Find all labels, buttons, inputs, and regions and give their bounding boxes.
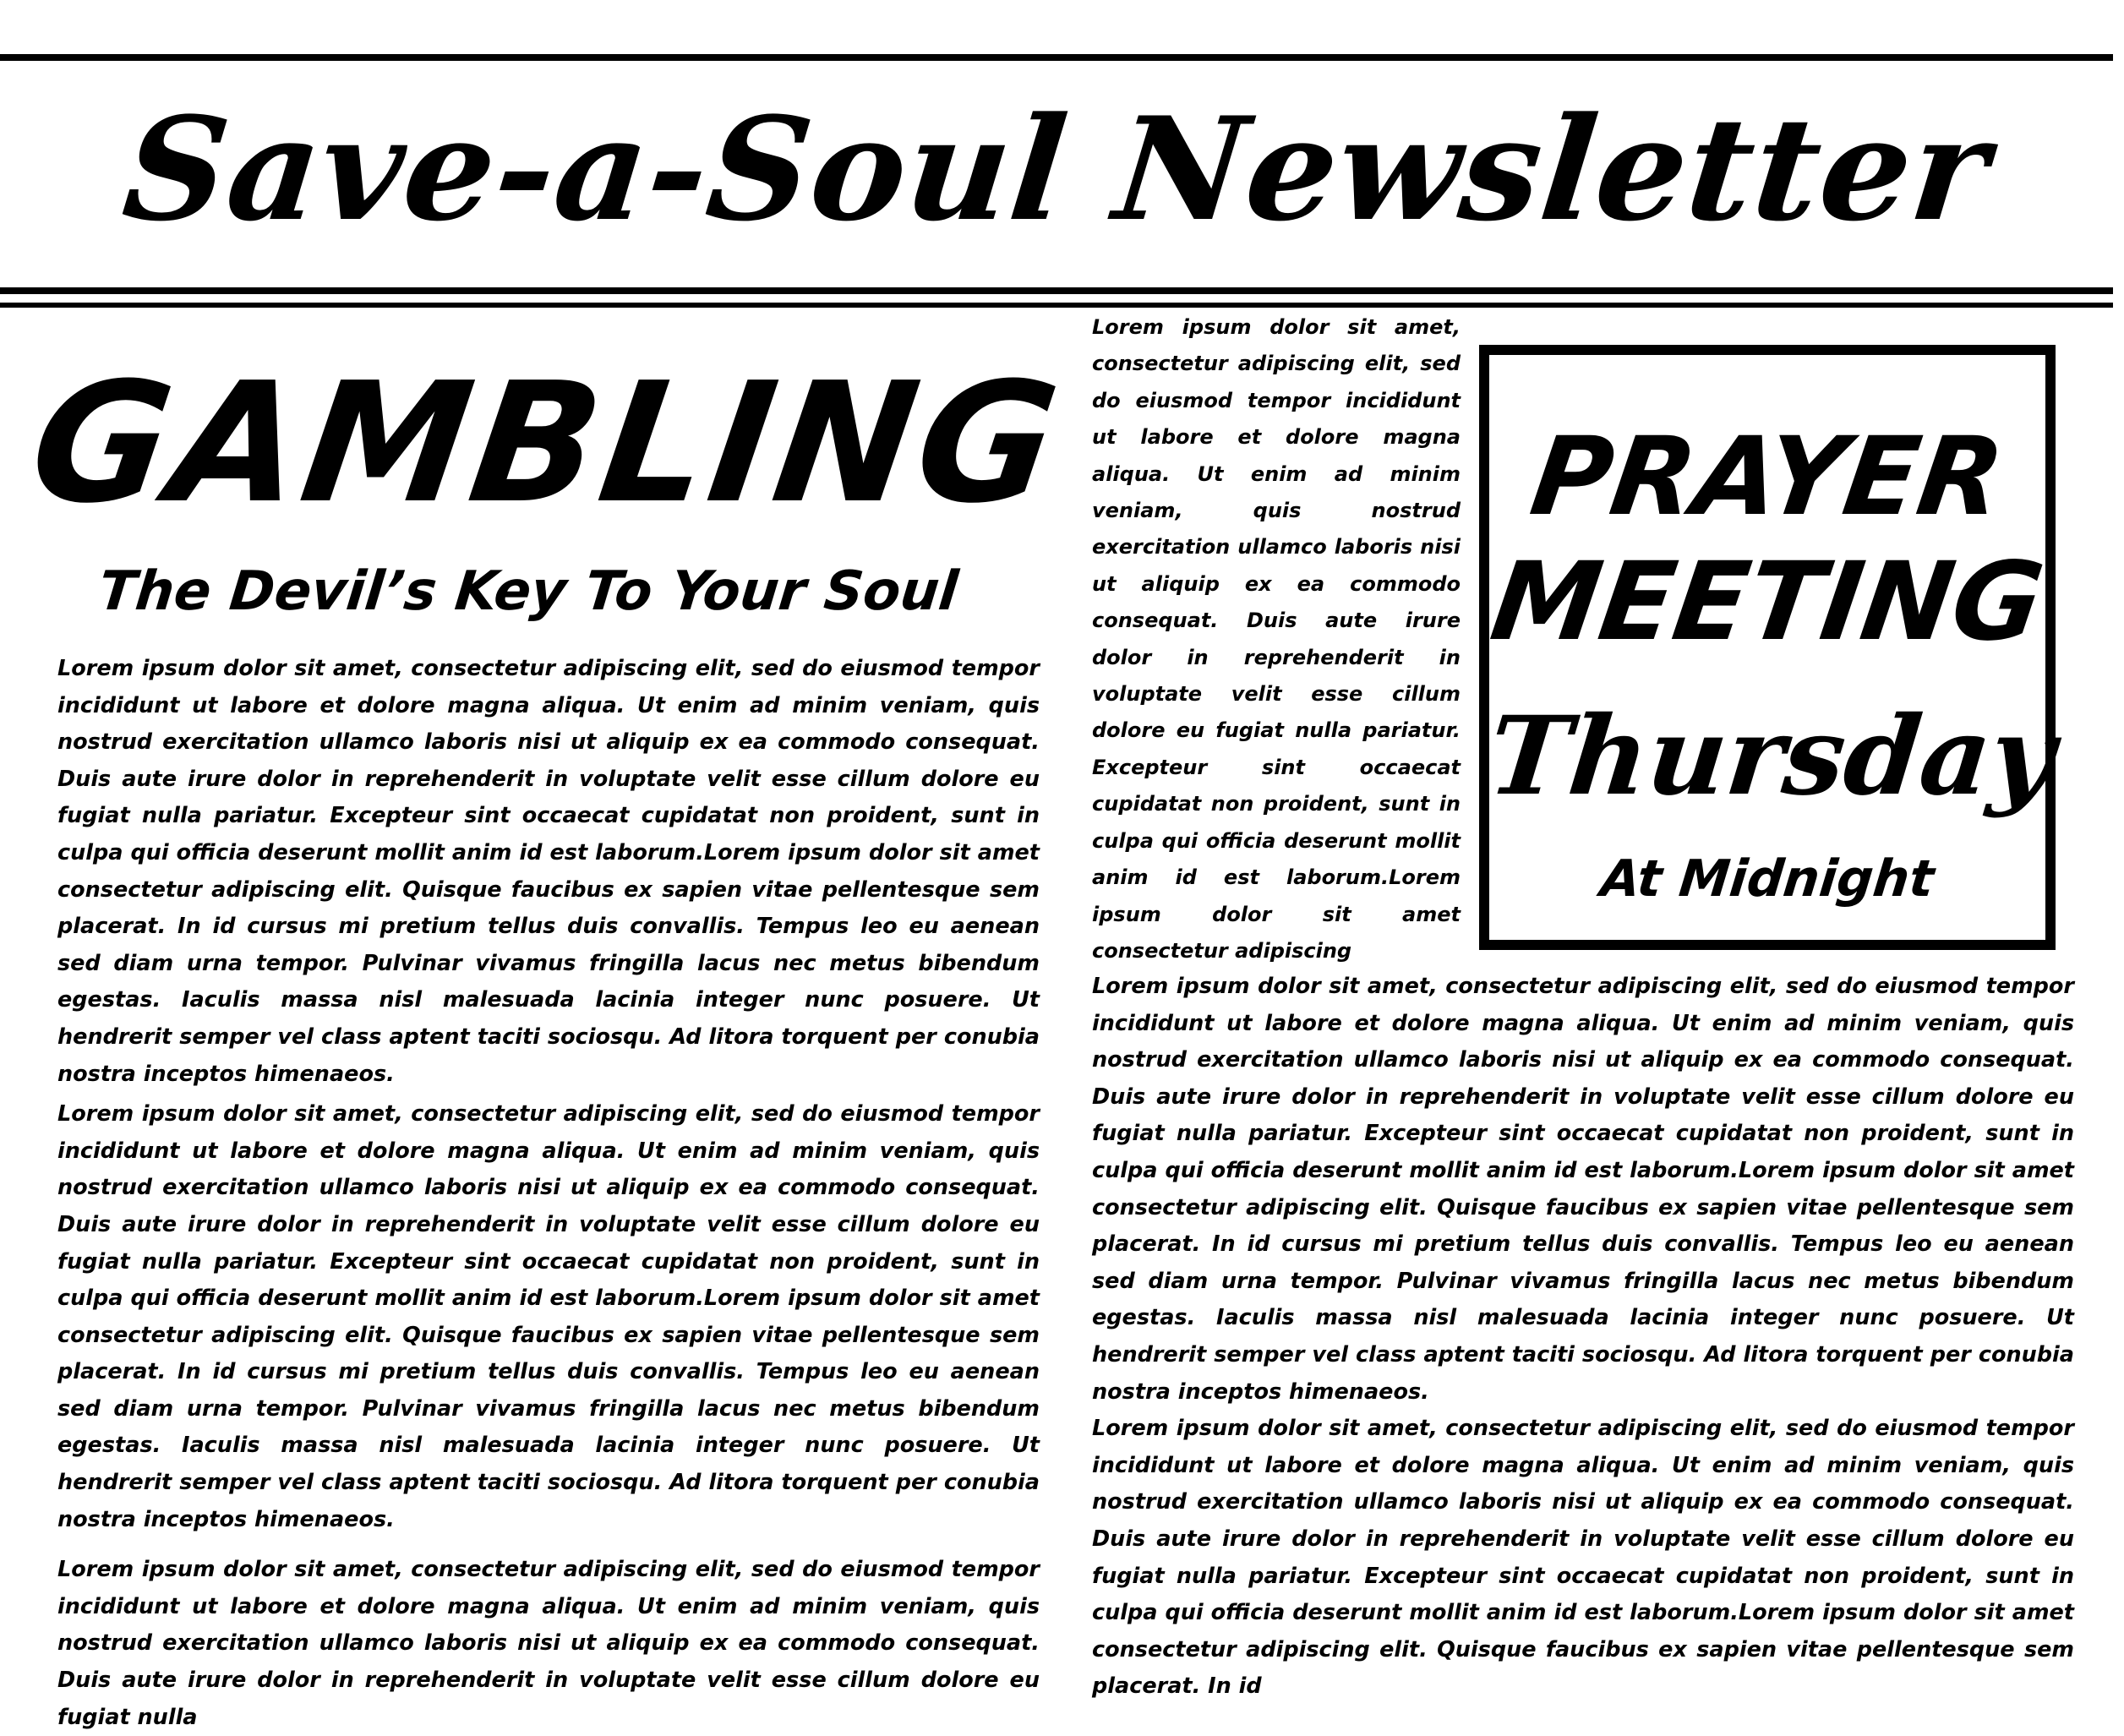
- side-column: [1092, 309, 1461, 967]
- masthead-top-rule: [0, 54, 2113, 61]
- lead-paragraph-3: Lorem ipsum dolor sit amet, consectetur adipiscing elit, sed do eiusmod tempor incididunt ut labore et dolore magna aliqua. Ut enim ad minim veniam, quis nostrud exercitation ullamco laboris nisi ut aliquip ex ea commodo consequat. Duis aute irure dolor in reprehenderit in voluptate velit esse cillum dolore eu fugiat nulla: [57, 1557, 1040, 1730]
- announcement-line-2: MEETING: [1483, 539, 2051, 665]
- masthead-bottom-rule-upper: [0, 287, 2113, 294]
- masthead-title: Save-a-Soul Newsletter: [116, 85, 1997, 253]
- lead-subhead: The Devil’s Key To Your Soul: [96, 560, 961, 623]
- right-paragraph-2: Lorem ipsum dolor sit amet, consectetur adipiscing elit, sed do eiusmod tempor incididunt ut labore et dolore magna aliqua. Ut enim ad minim veniam, quis nostrud exercitation ullamco laboris nisi ut aliquip ex ea commodo consequat. Duis aute irure dolor in reprehenderit in voluptate velit esse cillum dolore eu fugiat nulla pariatur. Excepteur sint occaecat cupidatat non proident, sunt in culpa qui officia deserunt mollit anim id est laborum.Lorem ipsum dolor sit amet consectetur adipiscing elit. Quisque faucibus ex sapien vitae pellentesque sem placerat. In id: [1092, 1416, 2074, 1700]
- right-paragraph-1: Lorem ipsum dolor sit amet, consectetur adipiscing elit, sed do eiusmod tempor incididunt ut labore et dolore magna aliqua. Ut enim ad minim veniam, quis nostrud exercitation ullamco laboris nisi ut aliquip ex ea commodo consequat. Duis aute irure dolor in reprehenderit in voluptate velit esse cillum dolore eu fugiat nulla pariatur. Excepteur sint occaecat cupidatat non proident, sunt in culpa qui officia deserunt mollit anim id est laborum.Lorem ipsum dolor sit amet consectetur adipiscing elit. Quisque faucibus ex sapien vitae pellentesque sem placerat. In id cursus mi pretium tellus duis convallis. Tempus leo eu aenean sed diam urna tempor. Pulvinar vivamus fringilla lacus nec metus bibendum egestas. Iaculis massa nisl malesuada lacinia integer nunc posuere. Ut hendrerit semper vel class aptent taciti sociosqu. Ad litora torquent per conubia nostra inceptos himenaeos.: [1092, 974, 2074, 1405]
- right-story-body: [1092, 969, 2074, 1700]
- announcement-day: Thursday: [1482, 693, 2061, 820]
- announcement-line-1: PRAYER: [1523, 414, 2012, 540]
- masthead-bottom-rule-lower: [0, 303, 2113, 308]
- announcement-time: At Midnight: [1597, 849, 1937, 909]
- lead-paragraph-2: Lorem ipsum dolor sit amet, consectetur adipiscing elit, sed do eiusmod tempor incididunt ut labore et dolore magna aliqua. Ut enim ad minim veniam, quis nostrud exercitation ullamco laboris nisi ut aliquip ex ea commodo consequat. Duis aute irure dolor in reprehenderit in voluptate velit esse cillum dolore eu fugiat nulla pariatur. Excepteur sint occaecat cupidatat non proident, sunt in culpa qui officia deserunt mollit anim id est laborum.Lorem ipsum dolor sit amet consectetur adipiscing elit. Quisque faucibus ex sapien vitae pellentesque sem placerat. In id cursus mi pretium tellus duis convallis. Tempus leo eu aenean sed diam urna tempor. Pulvinar vivamus fringilla lacus nec metus bibendum egestas. Iaculis massa nisl malesuada lacinia integer nunc posuere. Ut hendrerit semper vel class aptent taciti sociosqu. Ad litora torquent per conubia nostra inceptos himenaeos.: [57, 1101, 1040, 1532]
- prayer-meeting-box: [1479, 345, 2061, 950]
- lead-story-body: [57, 651, 1040, 1730]
- lead-headline: GAMBLING: [19, 347, 1072, 540]
- side-column-text: Lorem ipsum dolor sit amet, consectetur adipiscing elit, sed do eiusmod tempor incididunt ut labore et dolore magna aliqua. Ut enim ad minim veniam, quis nostrud exercitation ullamco laboris nisi ut aliquip ex ea commodo consequat. Duis aute irure dolor in reprehenderit in voluptate velit esse cillum dolore eu fugiat nulla pariatur. Excepteur sint occaecat cupidatat non proident, sunt in culpa qui officia deserunt mollit anim id est laborum.Lorem ipsum dolor sit amet consectetur adipiscing: [1092, 315, 1461, 963]
- lead-paragraph-1: Lorem ipsum dolor sit amet, consectetur adipiscing elit, sed do eiusmod tempor incididunt ut labore et dolore magna aliqua. Ut enim ad minim veniam, quis nostrud exercitation ullamco laboris nisi ut aliquip ex ea commodo consequat. Duis aute irure dolor in reprehenderit in voluptate velit esse cillum dolore eu fugiat nulla pariatur. Excepteur sint occaecat cupidatat non proident, sunt in culpa qui officia deserunt mollit anim id est laborum.Lorem ipsum dolor sit amet consectetur adipiscing elit. Quisque faucibus ex sapien vitae pellentesque sem placerat. In id cursus mi pretium tellus duis convallis. Tempus leo eu aenean sed diam urna tempor. Pulvinar vivamus fringilla lacus nec metus bibendum egestas. Iaculis massa nisl malesuada lacinia integer nunc posuere. Ut hendrerit semper vel class aptent taciti sociosqu. Ad litora torquent per conubia nostra inceptos himenaeos.: [57, 656, 1040, 1087]
